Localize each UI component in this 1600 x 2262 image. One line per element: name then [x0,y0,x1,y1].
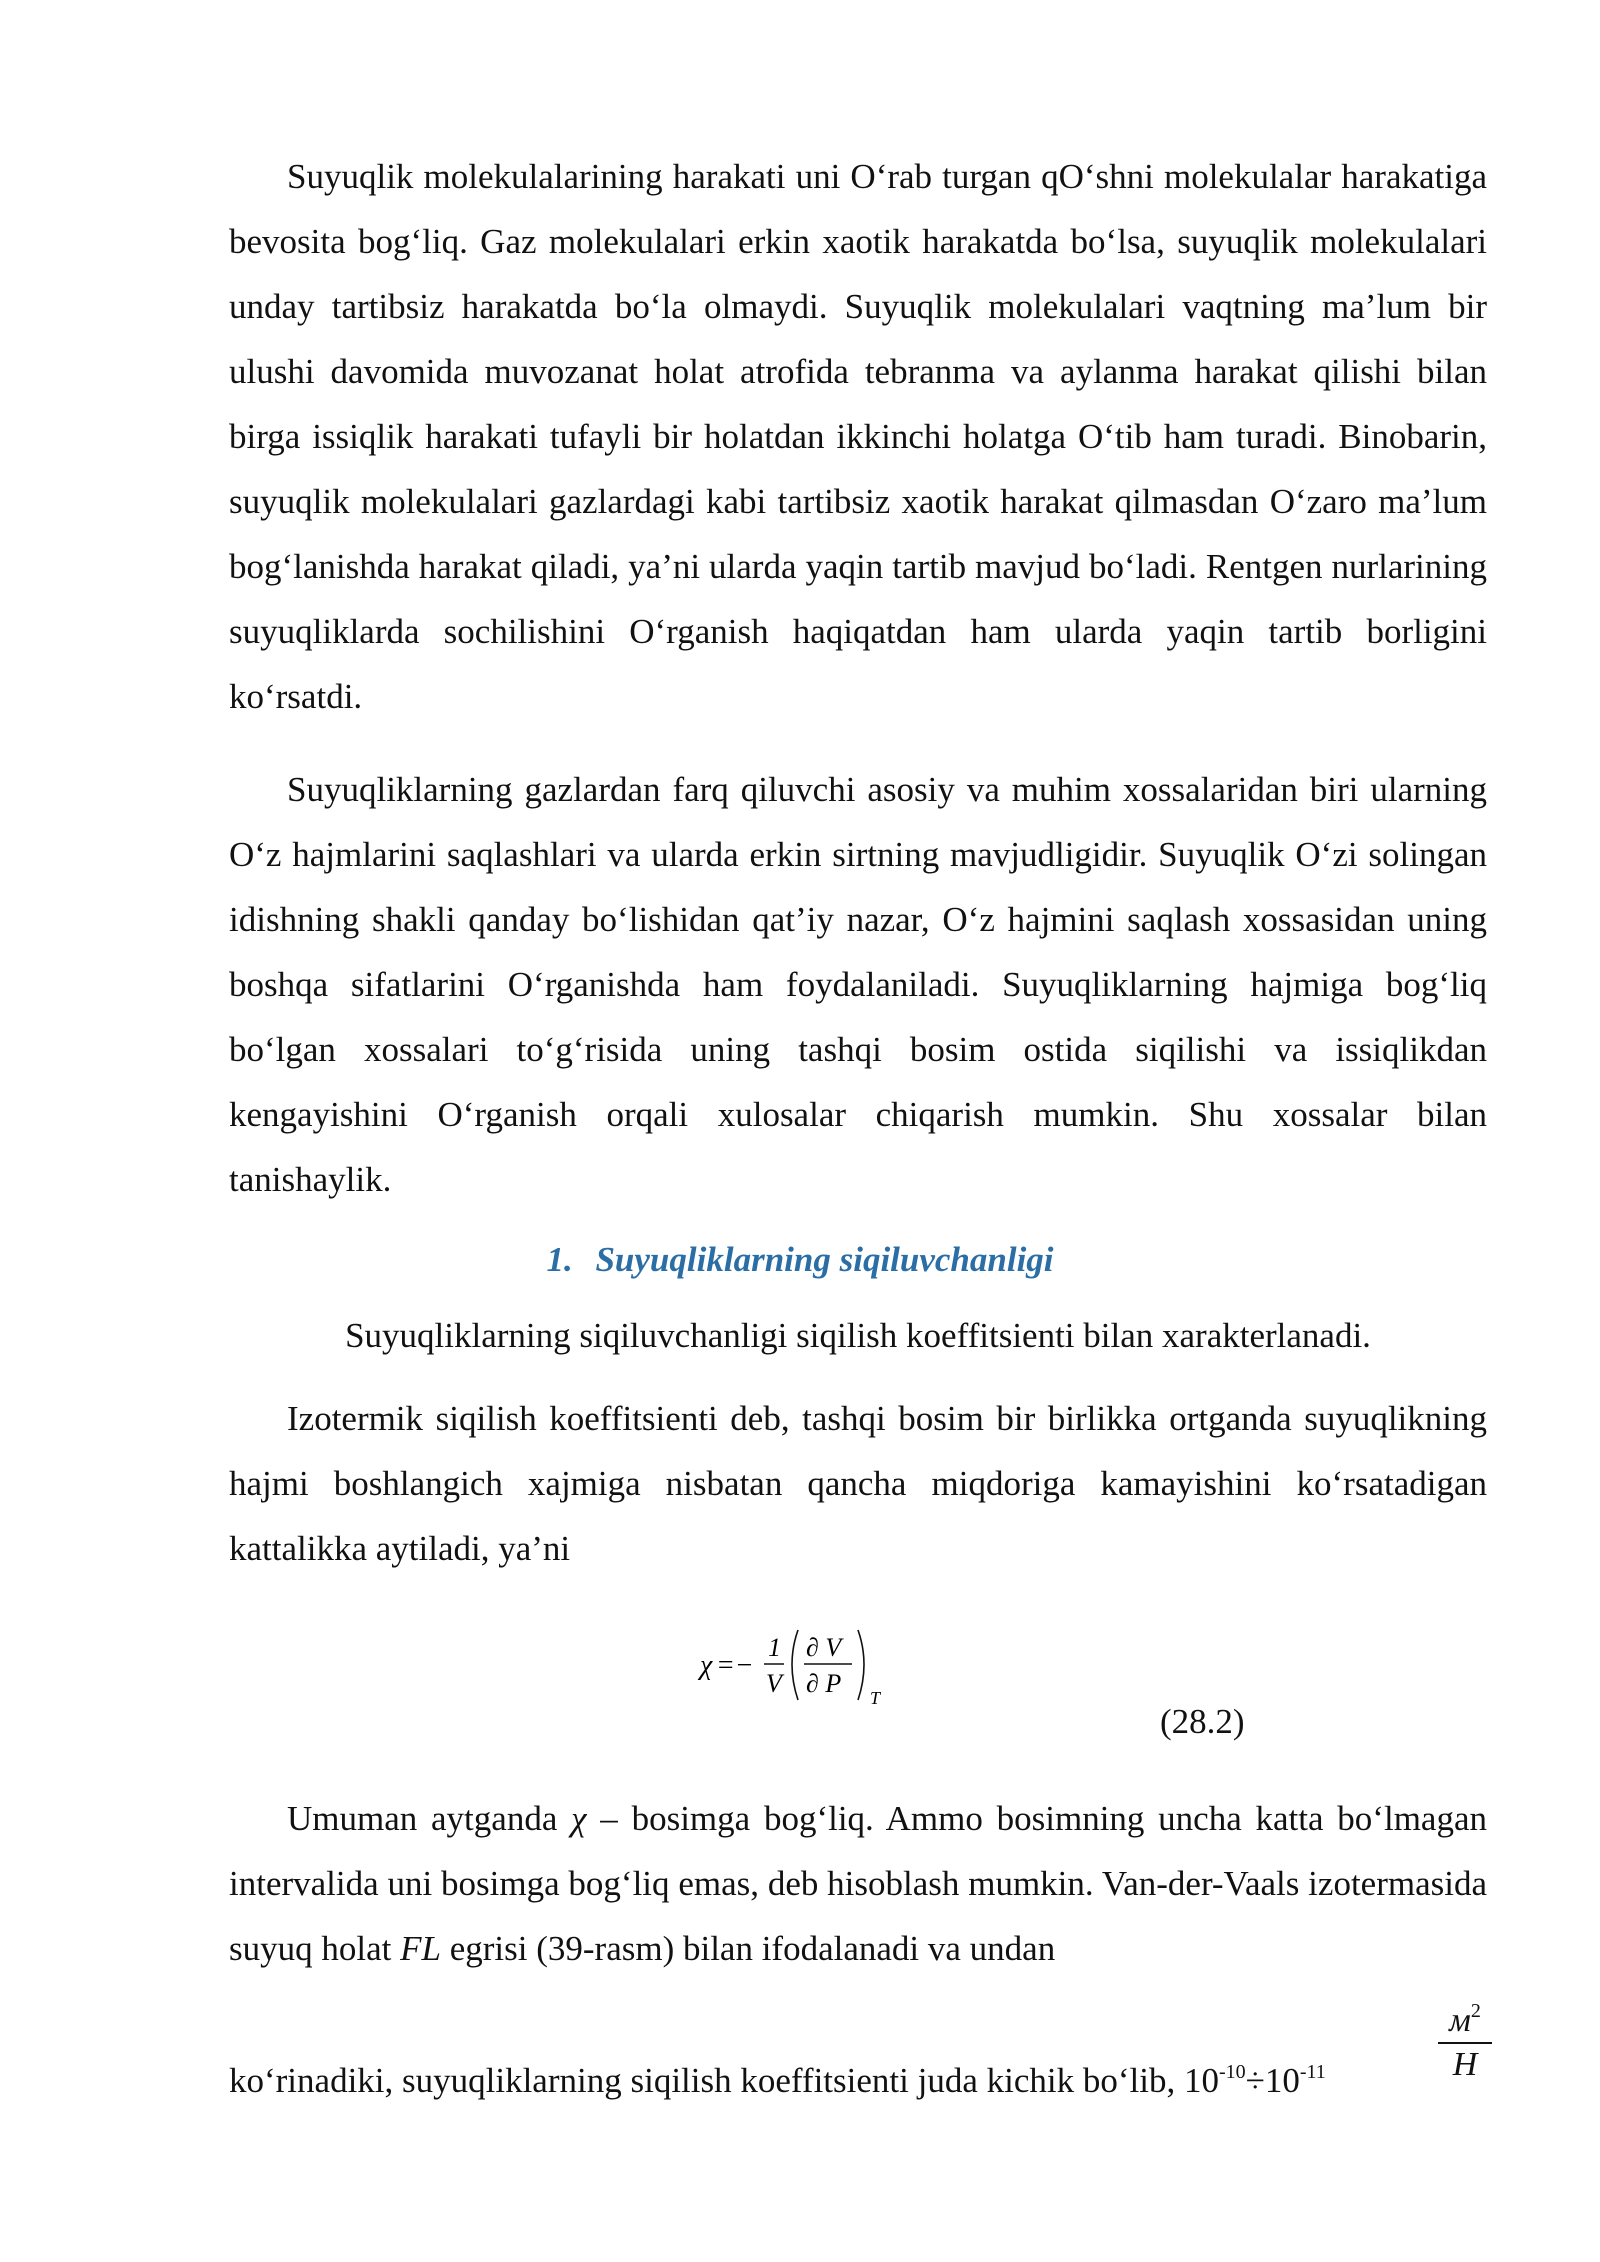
paragraph-5 [229,1786,1487,1981]
paragraph-3: Suyuqliklarning siqiluvchanligi siqilish koeffitsienti bilan xarakterlanadi. [345,1316,1371,1355]
section-title: Suyuqliklarning siqiluvchanligi [595,1240,1054,1279]
paragraph-4: Izotermik siqilish koeffitsienti deb, tashqi bosim bir birlikka ortganda suyuqlikning hajmi boshlangich xajmiga nisbatan qancha miqdoriga kamayishini ko‘rsatadigan kattalikka aytiladi, ya’ni [229,1399,1487,1568]
last-line [229,2040,1326,2113]
unit-numerator [1438,1990,1492,2044]
formula-subscript: T [870,1688,881,1708]
fl-label: FL [400,1929,441,1968]
section-number: 1. [546,1240,573,1279]
unit-num-text: м [1449,2002,1471,2039]
exponent-2: -11 [1299,2061,1326,2083]
formula-deriv-num: ∂ V [806,1633,842,1662]
formula-frac-num: 1 [768,1633,781,1662]
paragraph-1: Suyuqlik molekulalarining harakati uni O‘rab turgan qO‘shni molekulalar harakatiga bevosita bog‘liq. Gaz molekulalari erkin xaotik harakatda bo‘lsa, suyuqlik molekulalari unday tartibsiz harakatda bo‘la olmaydi. Suyuqlik molekulalari vaqtning ma’lum bir ulushi davomida muvozanat holat atrofida tebranma va aylanma harakat qilishi bilan birga issiqlik harakati tufayli bir holatdan ikkinchi holatga O‘tib ham turadi. Binobarin, suyuqlik molekulalari gazlardagi kabi tartibsiz xaotik harakat qilmasdan O‘zaro ma’lum bog‘lanishda harakat qiladi, ya’ni ularda yaqin tartib mavjud bo‘ladi. Rentgen nurlarining suyuqliklarda sochilishini O‘rganish haqiqatdan ham ularda yaqin tartib borligini ko‘rsatdi. [229,157,1487,716]
formula-chi: χ [700,1650,713,1681]
p5-end: egrisi (39-rasm) bilan ifodalanadi va undan [440,1929,1056,1968]
formula-left-paren [792,1630,798,1700]
unit-denominator: Н [1452,2046,1478,2083]
division-sign: ÷10 [1245,2061,1300,2100]
formula-right-paren [858,1630,864,1700]
formula-deriv-den: ∂ P [806,1669,842,1698]
formula-frac-den: V [766,1669,782,1698]
paragraph-2: Suyuqliklarning gazlardan farq qiluvchi asosiy va muhim xossalaridan biri ularning O‘z hajmlarini saqlashlari va ularda erkin sirtning mavjudligidir. Suyuqlik O‘zi solingan idishning shakli qanday bo‘lishidan qat’iy nazar, O‘z hajmini saqlash xossasidan uning boshqa sifatlarini O‘rganishda ham foydalaniladi. Suyuqliklarning hajmiga bog‘liq bo‘lgan xossalari to‘g‘risida uning tashqi bosim ostida siqilishi va issiqlikdan kengayishini O‘rganish orqali xulosalar chiqarish mumkin. Shu xossalar bilan tanishaylik. [229,770,1487,1199]
section-heading [0,1240,1600,1280]
unit-fraction [1438,1990,1492,2086]
unit-num-exponent: 2 [1470,2000,1481,2022]
formula-equals-minus: =− [716,1650,754,1681]
compressibility-formula [690,1618,930,1708]
p5-mid: – bosimga bog‘liq. Ammo bosimning uncha katta bo‘lmagan intervalida uni bosimga bog‘liq emas, deb hisoblash mumkin. Van-der-Vaals izotermasida suyuq holat [229,1799,1487,1968]
chi-symbol: χ [571,1799,587,1838]
equation-number: (28.2) [1160,1702,1245,1741]
exponent-1: -10 [1218,2061,1246,2083]
last-line-text: ko‘rinadiki, suyuqliklarning siqilish koeffitsienti juda kichik bo‘lib, 10 [229,2061,1219,2100]
p5-start: Umuman aytganda [287,1799,572,1838]
